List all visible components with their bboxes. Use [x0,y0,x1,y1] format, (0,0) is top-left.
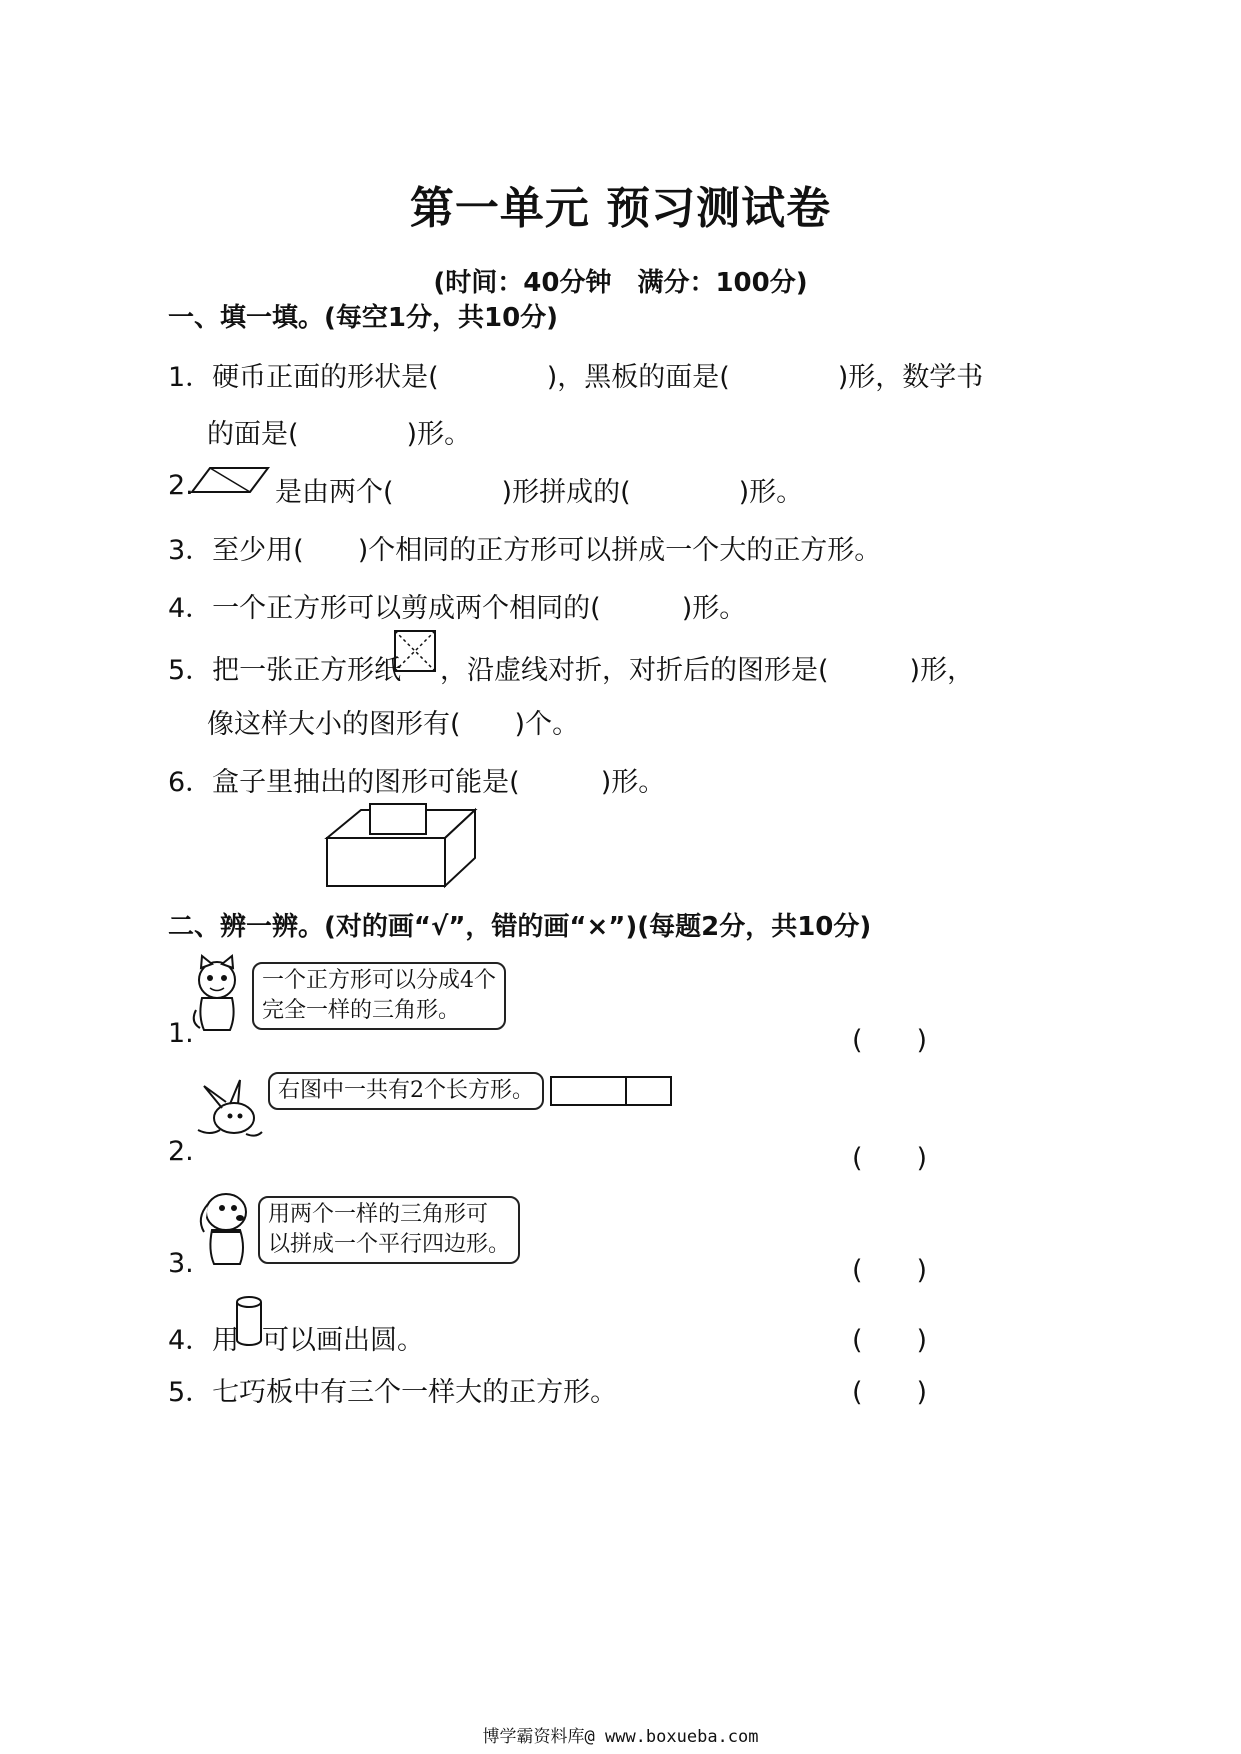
question-1-line2: 的面是( )形。 [207,419,472,450]
question-6: 6．盒子里抽出的图形可能是( )形。 [168,767,666,798]
cylinder-icon [235,1296,263,1346]
judge-item-2-number: 2. [168,1136,194,1167]
question-5-part1: 5．把一张正方形纸 [168,655,402,686]
bubble-text: 一个正方形可以分成4个 [262,968,496,993]
answer-blank[interactable]: ( ) [852,1143,928,1174]
answer-blank[interactable]: ( ) [852,1255,928,1286]
box-drawing-icon [325,800,480,890]
judge-item-3-number: 3. [168,1248,194,1279]
question-5-line2: 像这样大小的图形有( )个。 [207,709,580,740]
footer-watermark: 博学霸资料库@ www.boxueba.com [482,1727,759,1747]
judge-item-5: 5．七巧板中有三个一样大的正方形。 [168,1377,618,1408]
speech-bubble [258,1196,520,1264]
answer-blank[interactable]: ( ) [852,1377,928,1408]
dog-icon [190,1188,258,1268]
answer-blank[interactable]: ( ) [852,1325,928,1356]
answer-blank[interactable]: ( ) [852,1025,928,1056]
section2-heading: 二、辨一辨。(对的画“√”，错的画“×”)(每题2分，共10分) [168,912,872,942]
question-4: 4．一个正方形可以剪成两个相同的( )形。 [168,593,747,624]
question-2-text: 是由两个( )形拼成的( )形。 [275,477,804,508]
exam-info: (时间：40分钟 满分：100分) [433,268,808,298]
cat-icon [188,956,246,1032]
question-5-part2: ，沿虚线对折，对折后的图形是( )形， [440,655,975,686]
judge-item-1-number: 1. [168,1018,194,1049]
bubble-text: 右图中一共有2个长方形。 [278,1078,534,1103]
speech-bubble [268,1072,544,1110]
section1-heading: 一、填一填。(每空1分，共10分) [168,303,559,333]
question-1-line1: 1．硬币正面的形状是( )，黑板的面是( )形，数学书 [168,362,984,393]
page-title: 第一单元 预习测试卷 [409,183,832,234]
question-3: 3．至少用( )个相同的正方形可以拼成一个大的正方形。 [168,535,882,566]
question-2-number: 2. [168,470,194,501]
judge-item-4-prefix: 4．用 [168,1325,240,1356]
speech-bubble [252,962,506,1030]
judge-item-4-text: 可以画出圆。 [262,1325,424,1356]
rabbit-icon [190,1078,266,1140]
rectangle-figure-icon [550,1076,672,1106]
bubble-text: 完全一样的三角形。 [262,998,461,1023]
parallelogram-icon [190,464,270,496]
bubble-text: 用两个一样的三角形可 [268,1202,489,1227]
folded-square-icon [394,630,436,672]
bubble-text: 以拼成一个平行四边形。 [268,1232,511,1257]
